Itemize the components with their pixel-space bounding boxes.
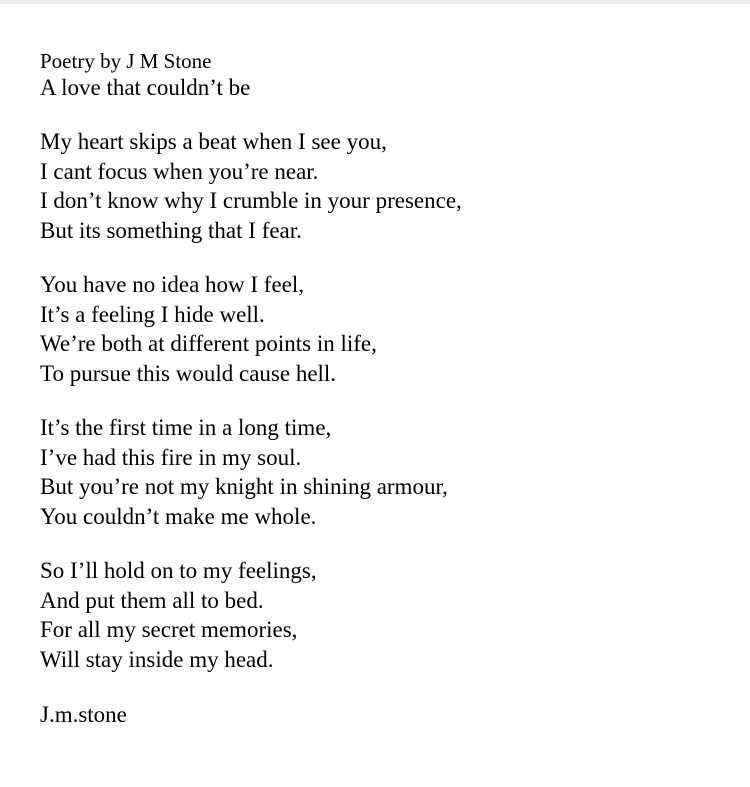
stanza-1 (40, 127, 720, 245)
poem-line: I cant focus when you’re near. (40, 158, 319, 184)
poem-line: For all my secret memories, (40, 617, 298, 642)
poem-line: We’re both at different points in life, (40, 331, 377, 356)
stanza-3 (40, 413, 720, 531)
poem-line: Will stay inside my head. (40, 646, 274, 672)
poem-document (40, 48, 720, 729)
poem-byline: Poetry by J M Stone (40, 49, 212, 73)
poem-line: You have no idea how I feel, (40, 272, 305, 297)
poem-line: But you’re not my knight in shining armour, (40, 474, 448, 499)
poem-line: I don’t know why I crumble in your presence, (40, 188, 462, 213)
poem-line: I’ve had this fire in my soul. (40, 444, 302, 470)
poem-line: To pursue this would cause hell. (40, 360, 337, 386)
poem-line: It’s a feeling I hide well. (40, 301, 265, 327)
stanza-2 (40, 270, 720, 388)
poem-line: It’s the first time in a long time, (40, 415, 332, 440)
stanza-4 (40, 556, 720, 674)
poem-line: But its something that I fear. (40, 217, 302, 243)
poem-line: My heart skips a beat when I see you, (40, 129, 387, 154)
poem-title: A love that couldn’t be (40, 75, 251, 100)
top-strip (0, 0, 750, 4)
poem-line: And put them all to bed. (40, 587, 264, 613)
poem-signature: J.m.stone (40, 702, 127, 727)
poem-line: You couldn’t make me whole. (40, 503, 317, 529)
poem-line: So I’ll hold on to my feelings, (40, 558, 317, 583)
